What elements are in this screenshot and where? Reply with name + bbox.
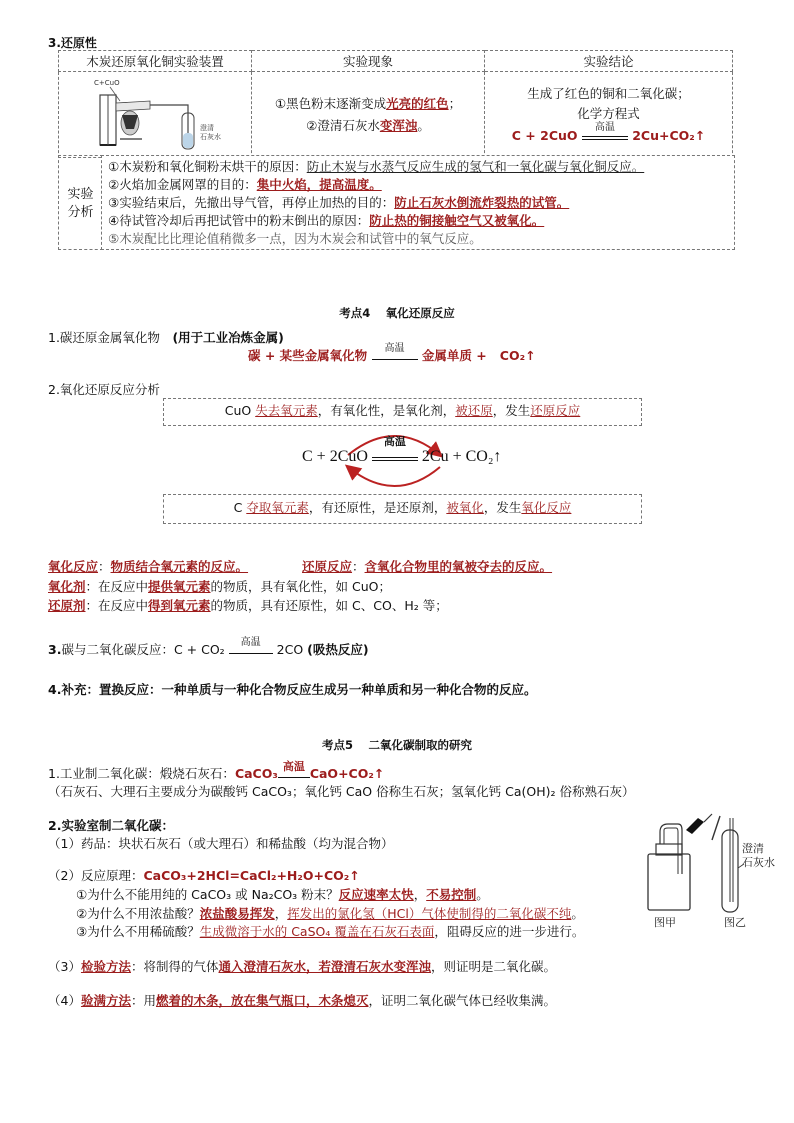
kd4-p1: 1.碳还原金属氧化物 (用于工业冶炼金属) bbox=[48, 330, 284, 345]
kd5-q2: ②为什么不用浓盐酸？浓盐酸易挥发，挥发出的氯化氢（HCl）气体使制得的二氧化碳不纯。 bbox=[76, 906, 584, 921]
analysis-line-3: ③实验结束后，先撤出导气管，再停止加热的目的：防止石灰水倒流炸裂热的试管。 bbox=[108, 195, 570, 210]
reductant-box: C 夺取氧元素，有还原性，是还原剂，被氧化，发生氧化反应 bbox=[163, 494, 642, 524]
fig-label-c2: 石灰水 bbox=[742, 856, 775, 869]
fig-label-b: 图乙 bbox=[724, 916, 746, 929]
kd4-p2: 2.氧化还原反应分析 bbox=[48, 382, 160, 397]
kd4-p3: 3.碳与二氧化碳反应：C + CO₂ 高温 2CO (吸热反应) bbox=[48, 637, 369, 657]
def-line-2: 氧化剂：在反应中提供氧元素的物质，具有氧化性，如 CuO； bbox=[48, 579, 392, 594]
center-equation: C + 2CuO 高温 2Cu + CO₂↑ bbox=[302, 436, 502, 465]
analysis-line-5: ⑤木炭配比比理论值稍微多一点，因为木炭会和试管中的氧气反应。 bbox=[108, 231, 482, 246]
apparatus-figure bbox=[59, 72, 252, 158]
fig-label-a: 图甲 bbox=[654, 916, 676, 929]
kd5-title: 考点5 二氧化碳制取的研究 bbox=[321, 738, 472, 752]
section-title: 3.还原性 bbox=[48, 36, 97, 50]
kd4-title: 考点4 氧化还原反应 bbox=[339, 306, 455, 320]
kd5-item-4: （4）验满方法：用燃着的木条，放在集气瓶口，木条熄灭，证明二氧化碳气体已经收集满。 bbox=[48, 993, 557, 1008]
header-observation: 实验现象 bbox=[252, 51, 485, 72]
conclusion-cell bbox=[485, 72, 733, 158]
analysis-label-cell: 实验 分析 bbox=[58, 155, 103, 250]
oxidant-box: CuO 失去氧元素，有氧化性，是氧化剂，被还原，发生还原反应 bbox=[163, 398, 642, 426]
analysis-line-2: ②火焰加金属网罩的目的：集中火焰，提高温度。 bbox=[108, 177, 382, 192]
kd5-p1-note: （石灰石、大理石主要成分为碳酸钙 CaCO₃；氧化钙 CaO 俗称生石灰；氢氧化钙 Ca(OH)₂ 俗称熟石灰） bbox=[48, 784, 635, 799]
observation-cell: ①黑色粉末逐渐变成光亮的红色； ②澄清石灰水变浑浊。 bbox=[252, 72, 485, 158]
analysis-line-4: ④待试管冷却后再把试管中的粉末倒出的原因：防止热的铜接触空气又被氧化。 bbox=[108, 213, 545, 228]
conclusion-equation: C + 2CuO 高温 2Cu+CO₂↑ bbox=[511, 121, 706, 143]
conclusion-line-1: 生成了红色的铜和二氧化碳； bbox=[527, 85, 690, 101]
kd5-q3: ③为什么不用稀硫酸？生成微溶于水的 CaSO₄ 覆盖在石灰石表面，阻碍反应的进一步进行。 bbox=[76, 924, 585, 939]
conclusion-line-2: 化学方程式 bbox=[577, 105, 640, 121]
kd5-p1: 1.工业制二氧化碳：煅烧石灰石：CaCO₃ 高温 CaO+CO₂↑ bbox=[48, 760, 385, 781]
apparatus-label-top: C+CuO bbox=[94, 79, 120, 87]
kd5-item-3: （3）检验方法：将制得的气体通入澄清石灰水，若澄清石灰水变浑浊，则证明是二氧化碳。 bbox=[48, 959, 557, 974]
apparatus-label-tube: 澄清 bbox=[200, 124, 214, 132]
apparatus-label-tube2: 石灰水 bbox=[200, 133, 221, 141]
header-conclusion: 实验结论 bbox=[485, 51, 733, 72]
def-line-1: 氧化反应：物质结合氧元素的反应。 还原反应：含氧化合物里的氧被夺去的反应。 bbox=[48, 559, 553, 574]
kd5-p2: 2.实验室制二氧化碳： bbox=[48, 818, 174, 833]
kd5-item-2: （2）反应原理：CaCO₃+2HCl=CaCl₂+H₂O+CO₂↑ bbox=[48, 868, 360, 883]
kd4-p4: 4.补充：置换反应：一种单质与一种化合物反应生成另一种单质和另一种化合物的反应。 bbox=[48, 682, 537, 697]
def-line-3: 还原剂：在反应中得到氧元素的物质，具有还原性，如 C、CO、H₂ 等； bbox=[48, 598, 448, 613]
apparatus-illustration bbox=[60, 73, 250, 153]
fig-label-c1: 澄清 bbox=[742, 842, 764, 855]
analysis-line-1: ①木炭粉和氧化铜粉末烘干的原因：防止木炭与水蒸气反应生成的氢气和一氧化碳与氧化铜反应。 bbox=[108, 159, 645, 174]
kd4-p1-equation: 碳 + 某些金属氧化物 高温 金属单质 + CO₂↑ bbox=[248, 343, 536, 363]
analysis-cell bbox=[101, 155, 735, 250]
header-apparatus: 木炭还原氧化铜实验装置 bbox=[59, 51, 252, 72]
kd5-q1: ①为什么不能用纯的 CaCO₃ 或 Na₂CO₃ 粉末？反应速率太快，不易控制。 bbox=[76, 887, 489, 902]
kd5-item-1: （1）药品：块状石灰石（或大理石）和稀盐酸（均为混合物） bbox=[48, 836, 394, 851]
gas-collection-figure bbox=[638, 812, 788, 932]
